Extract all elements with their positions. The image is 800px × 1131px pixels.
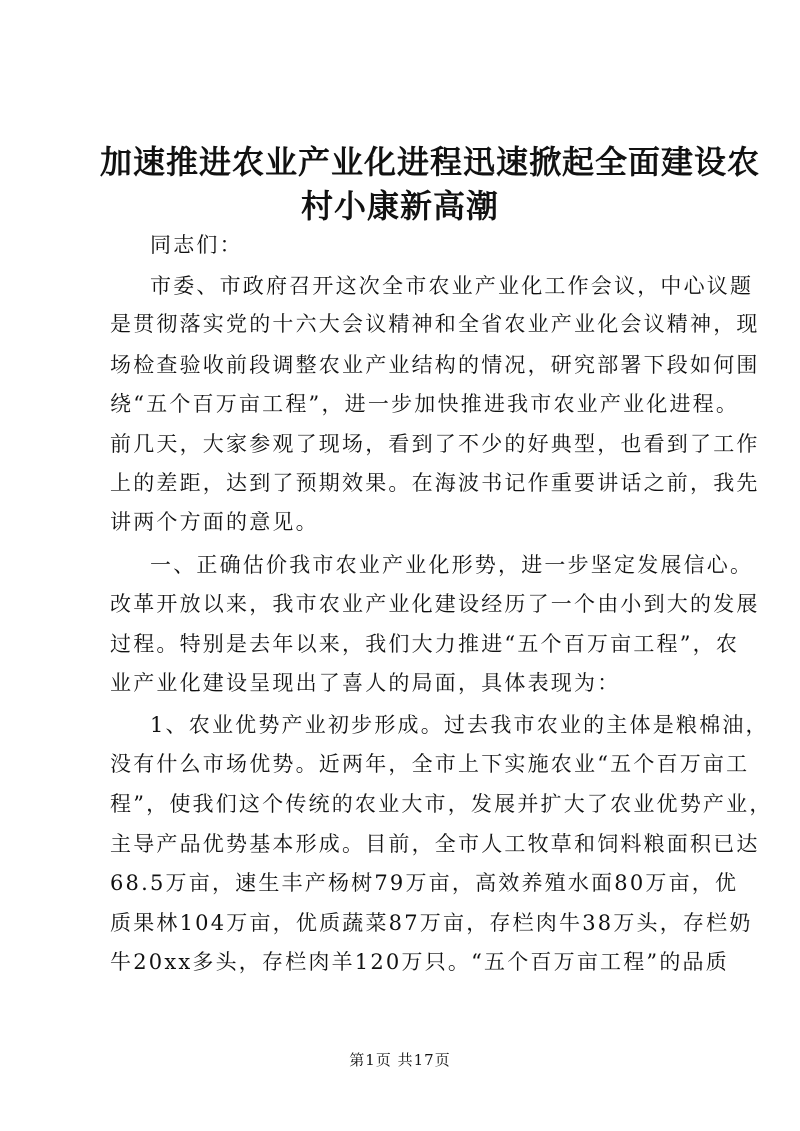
paragraph-1-line-5: 前几天，大家参观了现场，看到了不少的好典型，也看到了工作 — [110, 432, 760, 456]
document-title-line-1: 加速推进农业产业化进程迅速掀起全面建设农 — [100, 143, 761, 181]
paragraph-1-line-3: 场检查验收前段调整农业产业结构的情况，研究部署下段如何围 — [110, 353, 760, 377]
paragraph-3-line-2: 没有什么市场优势。近两年，全市上下实施农业“五个百万亩工 — [110, 752, 750, 776]
paragraph-2-line-3: 过程。特别是去年以来，我们大力推进“五个百万亩工程”，农 — [110, 632, 740, 656]
paragraph-3-line-4: 主导产品优势基本形成。目前，全市人工牧草和饲料粮面积已达 — [110, 832, 760, 856]
paragraph-1-line-6: 上的差距，达到了预期效果。在海波书记作重要讲话之前，我先 — [110, 471, 760, 495]
paragraph-1-line-2: 是贯彻落实党的十六大会议精神和全省农业产业化会议精神，现 — [110, 312, 760, 336]
paragraph-3-line-5: 68.5万亩，速生丰产杨树79万亩，高效养殖水面80万亩，优 — [110, 871, 739, 895]
paragraph-2-line-4: 业产业化建设呈现出了喜人的局面，具体表现为： — [110, 671, 621, 695]
paragraph-3-line-7: 牛20xx多头，存栏肉羊120万只。“五个百万亩工程”的品质 — [110, 950, 729, 974]
paragraph-1-line-1: 市委、市政府召开这次全市农业产业化工作会议，中心议题 — [150, 274, 754, 298]
paragraph-3-line-6: 质果林104万亩，优质蔬菜87万亩，存栏肉牛38万头，存栏奶 — [110, 911, 753, 935]
paragraph-2-line-2: 改革开放以来，我市农业产业化建设经历了一个由小到大的发展 — [110, 592, 760, 616]
page-footer: 第1页 共17页 — [349, 1051, 451, 1069]
paragraph-3-line-1: 1、农业优势产业初步形成。过去我市农业的主体是粮棉油， — [150, 713, 769, 737]
paragraph-1-line-7: 讲两个方面的意见。 — [110, 510, 319, 534]
salutation: 同志们： — [150, 233, 243, 257]
paragraph-2-line-1: 一、正确估价我市农业产业化形势，进一步坚定发展信心。 — [150, 553, 754, 577]
document-title-line-2: 村小康新高潮 — [300, 187, 499, 225]
paragraph-3-line-3: 程”，使我们这个传统的农业大市，发展并扩大了农业优势产业， — [110, 792, 773, 816]
paragraph-1-line-4: 绕“五个百万亩工程”，进一步加快推进我市农业产业化进程。 — [110, 392, 740, 416]
